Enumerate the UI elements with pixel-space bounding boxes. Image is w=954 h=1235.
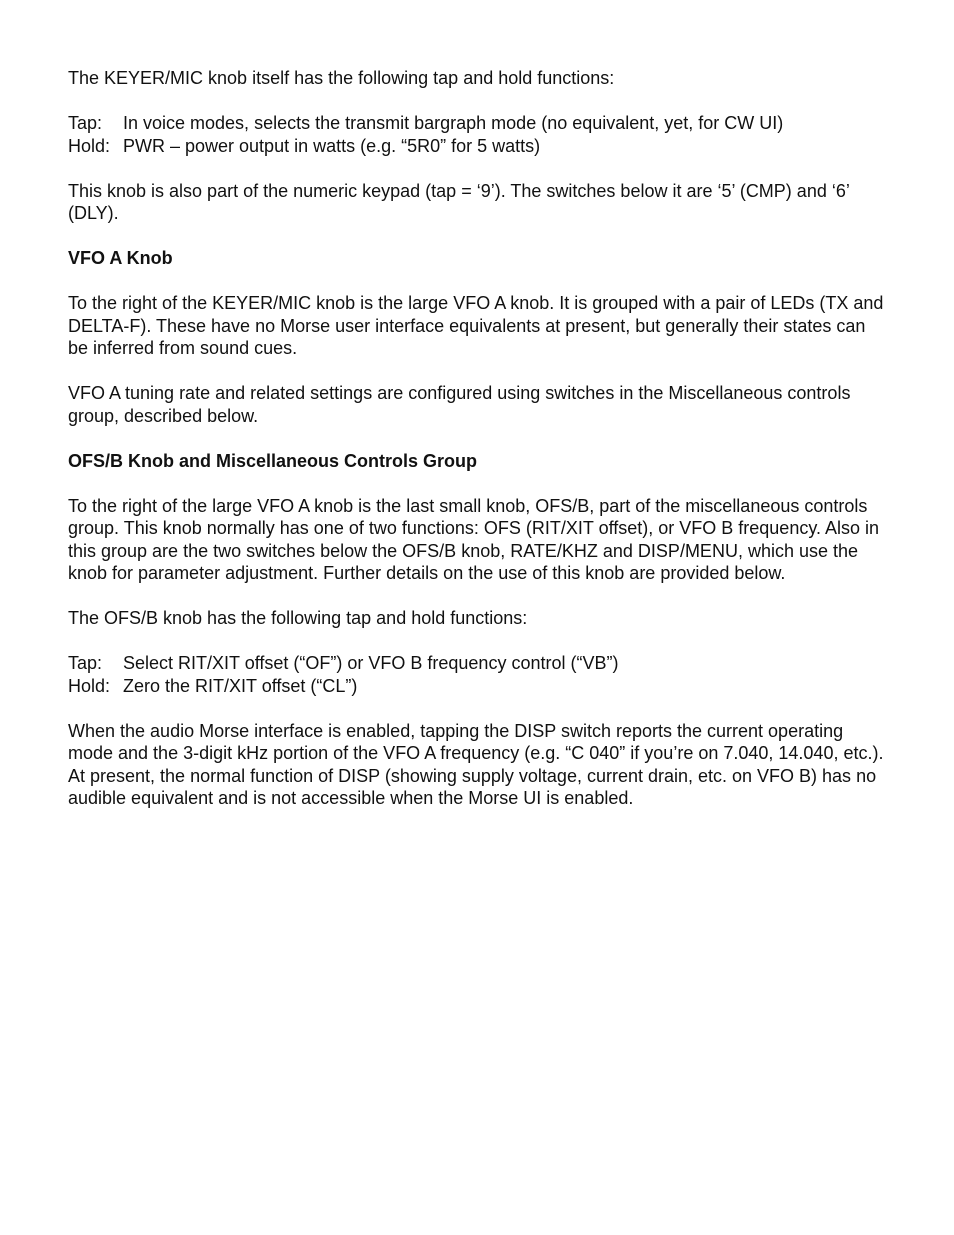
keyer-hold-text: PWR – power output in watts (e.g. “5R0” for 5 watts): [123, 135, 541, 156]
keyer-tap-hold-list: [68, 112, 888, 157]
vfo-a-heading: VFO A Knob: [68, 248, 173, 268]
keyer-tap-text: In voice modes, selects the transmit bargraph mode (no equivalent, yet, for CW UI): [123, 113, 784, 133]
keyer-intro: The KEYER/MIC knob itself has the following tap and hold functions:: [68, 68, 615, 88]
ofs-b-tap-hold-list: [68, 652, 888, 697]
keyer-keypad-note: This knob is also part of the numeric keypad (tap = ‘9’). The switches below it are ‘5’ (CMP) and ‘6’ (DLY).: [68, 180, 850, 223]
keyer-hold-label: Hold:: [68, 135, 111, 156]
keyer-hold-row: [68, 135, 888, 158]
vfo-a-paragraph-1: To the right of the KEYER/MIC knob is the large VFO A knob. It is grouped with a pair of LEDs (TX and DELTA-F). These have no Morse user interface equivalents at present, but generally their states can be inferred from sound cues.: [68, 293, 884, 358]
ofs-b-tap-text: Select RIT/XIT offset (“OF”) or VFO B frequency control (“VB”): [123, 653, 619, 673]
keyer-tap-row: [68, 112, 888, 135]
ofs-b-hold-label: Hold:: [68, 675, 111, 696]
vfo-a-paragraph-2: VFO A tuning rate and related settings are configured using switches in the Miscellaneous controls group, described below.: [68, 383, 851, 426]
ofs-b-hold-row: [68, 675, 888, 698]
ofs-b-heading: OFS/B Knob and Miscellaneous Controls Group: [68, 450, 478, 471]
ofs-b-intro: The OFS/B knob has the following tap and hold functions:: [68, 608, 528, 628]
ofs-b-hold-text: Zero the RIT/XIT offset (“CL”): [123, 675, 358, 696]
ofs-b-tap-label: Tap:: [68, 653, 103, 673]
keyer-tap-label: Tap:: [68, 113, 103, 133]
ofs-b-disp-note: When the audio Morse interface is enabled, tapping the DISP switch reports the current operating mode and the 3-digit kHz portion of the VFO A frequency (e.g. “C 040” if you’re on 7.040, 14.040, etc.). At present, the normal function of DISP (showing supply voltage, current drain, etc. on VFO B) has no audible equivalent and is not accessible when the Morse UI is enabled.: [68, 720, 884, 808]
ofs-b-tap-row: [68, 652, 888, 675]
ofs-b-paragraph-1: To the right of the large VFO A knob is the last small knob, OFS/B, part of the miscellaneous controls group. This knob normally has one of two functions: OFS (RIT/XIT offset), or VFO B frequency. Also in this group are the two switches below the OFS/B knob, RATE/KHZ and DISP/MENU, which use the knob for parameter adjustment. Further details on the use of this knob are provided below.: [68, 495, 880, 583]
document-page: [68, 67, 888, 832]
